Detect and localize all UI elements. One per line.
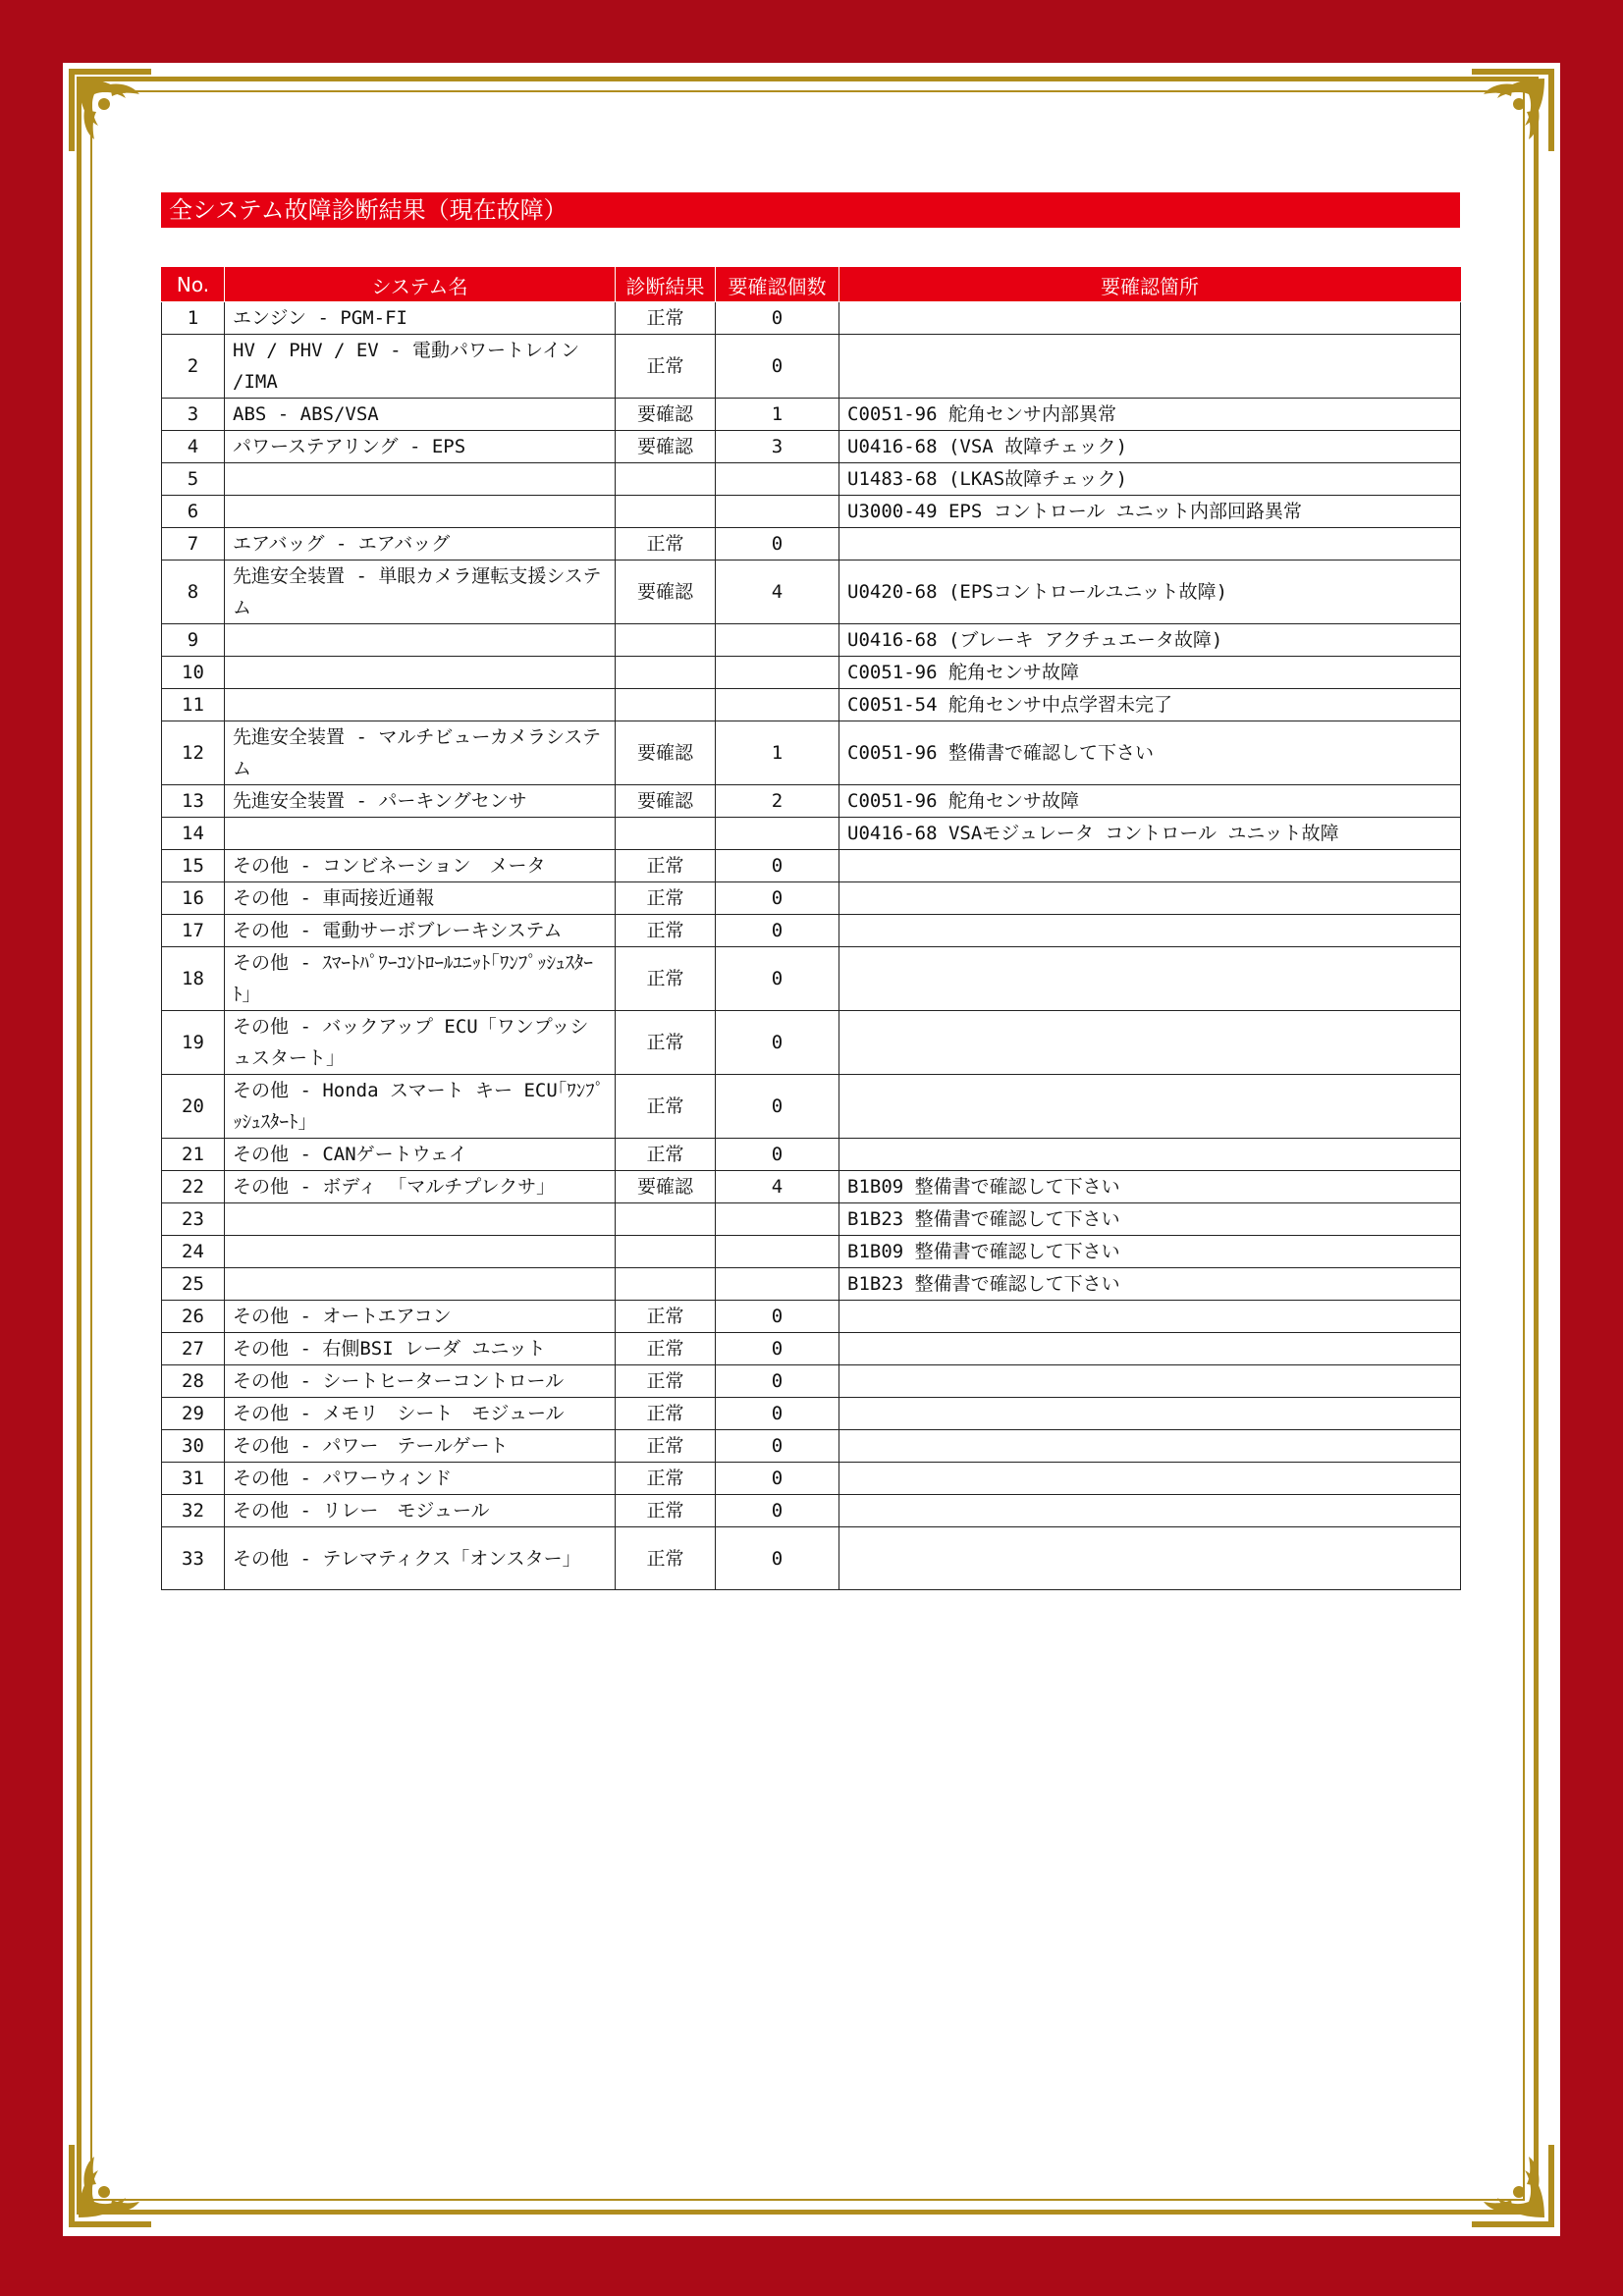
check-count-cell [716,463,839,496]
check-detail-cell: U0416-68 (ブレーキ アクチュエータ故障) [839,624,1461,657]
check-count-cell: 0 [716,335,839,399]
column-header-no: No. [162,268,225,302]
check-detail-cell: U0416-68 VSAモジュレータ コントロール ユニット故障 [839,818,1461,850]
table-row [162,818,1461,850]
diagnosis-result-cell [616,1203,716,1236]
row-number: 20 [162,1075,225,1139]
check-detail-cell [839,1495,1461,1527]
system-name-cell: その他 - メモリ シート モジュール [225,1398,616,1430]
system-name-cell: HV / PHV / EV - 電動パワートレイン /IMA [225,335,616,399]
diagnosis-result-cell: 正常 [616,1527,716,1590]
row-number: 26 [162,1301,225,1333]
row-number: 3 [162,399,225,431]
diagnosis-result-cell: 要確認 [616,561,716,624]
system-name-cell: その他 - リレー モジュール [225,1495,616,1527]
row-number: 6 [162,496,225,528]
diagnosis-result-cell [616,624,716,657]
diagnosis-result-cell: 正常 [616,1011,716,1075]
check-count-cell: 0 [716,1301,839,1333]
diagnosis-result-cell: 正常 [616,850,716,882]
diagnosis-result-cell [616,657,716,689]
check-count-cell: 0 [716,915,839,947]
check-detail-cell [839,1365,1461,1398]
system-name-cell [225,1268,616,1301]
check-detail-cell [839,1333,1461,1365]
row-number: 15 [162,850,225,882]
system-name-cell [225,818,616,850]
system-name-cell [225,463,616,496]
diagnosis-result-cell: 要確認 [616,431,716,463]
check-count-cell: 1 [716,721,839,785]
table-row [162,1203,1461,1236]
section-title: 全システム故障診断結果（現在故障） [161,192,1460,228]
check-detail-cell: B1B09 整備書で確認して下さい [839,1171,1461,1203]
check-count-cell [716,624,839,657]
check-detail-cell [839,1430,1461,1463]
table-row [162,1268,1461,1301]
column-header-count: 要確認個数 [716,268,839,302]
table-row [162,1171,1461,1203]
check-count-cell: 0 [716,1430,839,1463]
check-detail-cell: B1B23 整備書で確認して下さい [839,1203,1461,1236]
table-row [162,1011,1461,1075]
check-detail-cell [839,528,1461,561]
system-name-cell: その他 - 右側BSI レーダ ユニット [225,1333,616,1365]
row-number: 23 [162,1203,225,1236]
check-count-cell: 0 [716,1527,839,1590]
diagnosis-result-cell: 要確認 [616,721,716,785]
diagnosis-result-cell: 正常 [616,302,716,335]
check-count-cell: 0 [716,1365,839,1398]
check-count-cell: 1 [716,399,839,431]
diagnosis-result-cell: 要確認 [616,785,716,818]
row-number: 24 [162,1236,225,1268]
table-row [162,1365,1461,1398]
diagnosis-result-cell: 正常 [616,1430,716,1463]
system-name-cell: その他 - パワーウィンド [225,1463,616,1495]
check-detail-cell [839,1398,1461,1430]
table-row [162,882,1461,915]
check-detail-cell: C0051-96 舵角センサ故障 [839,785,1461,818]
system-name-cell: その他 - ｽﾏｰﾄﾊﾟﾜｰｺﾝﾄﾛｰﾙﾕﾆｯﾄ｢ﾜﾝﾌﾟｯｼｭｽﾀｰﾄ｣ [225,947,616,1011]
check-detail-cell [839,1301,1461,1333]
check-detail-cell [839,882,1461,915]
table-row [162,1139,1461,1171]
check-detail-cell [839,1463,1461,1495]
diagnosis-result-cell [616,496,716,528]
row-number: 29 [162,1398,225,1430]
check-count-cell: 2 [716,785,839,818]
row-number: 8 [162,561,225,624]
row-number: 1 [162,302,225,335]
check-count-cell: 0 [716,1333,839,1365]
row-number: 13 [162,785,225,818]
row-number: 18 [162,947,225,1011]
table-row [162,463,1461,496]
row-number: 17 [162,915,225,947]
diagnosis-result-cell [616,463,716,496]
check-count-cell [716,1236,839,1268]
table-row [162,1430,1461,1463]
row-number: 22 [162,1171,225,1203]
diagnosis-result-cell [616,1268,716,1301]
table-row [162,915,1461,947]
column-header-result: 診断結果 [616,268,716,302]
row-number: 10 [162,657,225,689]
row-number: 21 [162,1139,225,1171]
system-name-cell: 先進安全装置 - マルチビューカメラシステム [225,721,616,785]
check-detail-cell [839,1527,1461,1590]
table-row [162,431,1461,463]
table-row [162,1301,1461,1333]
row-number: 32 [162,1495,225,1527]
system-name-cell: その他 - コンビネーション メータ [225,850,616,882]
check-count-cell: 0 [716,1139,839,1171]
system-name-cell: エンジン - PGM-FI [225,302,616,335]
system-name-cell: その他 - パワー テールゲート [225,1430,616,1463]
check-count-cell [716,818,839,850]
check-detail-cell: U0420-68 (EPSコントロールユニット故障) [839,561,1461,624]
system-name-cell: 先進安全装置 - パーキングセンサ [225,785,616,818]
row-number: 12 [162,721,225,785]
system-name-cell: その他 - バックアップ ECU「ワンプッシュスタート」 [225,1011,616,1075]
system-name-cell [225,496,616,528]
table-row [162,528,1461,561]
table-row [162,302,1461,335]
check-count-cell: 3 [716,431,839,463]
corner-ornament-icon [65,65,155,155]
table-row [162,624,1461,657]
table-row [162,1398,1461,1430]
diagnosis-result-cell: 正常 [616,882,716,915]
table-row [162,496,1461,528]
system-name-cell: その他 - シートヒーターコントロール [225,1365,616,1398]
check-count-cell [716,689,839,721]
check-count-cell: 0 [716,1495,839,1527]
diagnosis-result-cell: 正常 [616,1301,716,1333]
diagnosis-result-cell: 正常 [616,1333,716,1365]
table-row [162,399,1461,431]
system-name-cell: パワーステアリング - EPS [225,431,616,463]
check-detail-cell [839,850,1461,882]
diagnosis-result-cell: 正常 [616,528,716,561]
row-number: 19 [162,1011,225,1075]
row-number: 11 [162,689,225,721]
check-detail-cell [839,1011,1461,1075]
check-count-cell: 0 [716,1011,839,1075]
system-name-cell: ABS - ABS/VSA [225,399,616,431]
table-row [162,1236,1461,1268]
table-row [162,1527,1461,1590]
system-name-cell: 先進安全装置 - 単眼カメラ運転支援システム [225,561,616,624]
table-row [162,1075,1461,1139]
diagnosis-result-cell [616,818,716,850]
diagnosis-result-cell [616,689,716,721]
check-detail-cell: U3000-49 EPS コントロール ユニット内部回路異常 [839,496,1461,528]
corner-ornament-icon [65,2141,155,2231]
check-detail-cell: U0416-68 (VSA 故障チェック) [839,431,1461,463]
check-count-cell: 0 [716,947,839,1011]
check-count-cell: 4 [716,1171,839,1203]
table-row [162,721,1461,785]
system-name-cell [225,624,616,657]
diagnosis-result-cell: 正常 [616,915,716,947]
table-row [162,947,1461,1011]
system-name-cell: その他 - テレマティクス「オンスター」 [225,1527,616,1590]
table-row [162,1333,1461,1365]
check-count-cell [716,496,839,528]
system-name-cell: その他 - CANゲートウェイ [225,1139,616,1171]
check-count-cell: 4 [716,561,839,624]
row-number: 27 [162,1333,225,1365]
check-count-cell [716,1203,839,1236]
diagnosis-result-cell: 正常 [616,1463,716,1495]
check-detail-cell [839,302,1461,335]
diagnosis-result-cell: 正常 [616,1075,716,1139]
diagnosis-result-cell: 要確認 [616,399,716,431]
system-name-cell: エアバッグ - エアバッグ [225,528,616,561]
check-detail-cell: C0051-96 舵角センサ内部異常 [839,399,1461,431]
table-row [162,1463,1461,1495]
diagnosis-table [161,267,1461,1590]
row-number: 31 [162,1463,225,1495]
diagnosis-result-cell: 正常 [616,1398,716,1430]
table-row [162,689,1461,721]
diagnosis-result-cell: 正常 [616,947,716,1011]
check-count-cell: 0 [716,528,839,561]
row-number: 25 [162,1268,225,1301]
check-detail-cell [839,335,1461,399]
table-row [162,561,1461,624]
check-count-cell: 0 [716,882,839,915]
system-name-cell: その他 - ボディ 「マルチプレクサ」 [225,1171,616,1203]
check-count-cell: 0 [716,1075,839,1139]
check-detail-cell [839,1075,1461,1139]
table-header-row [162,268,1461,302]
row-number: 16 [162,882,225,915]
column-header-system: システム名 [225,268,616,302]
diagnosis-result-cell: 正常 [616,335,716,399]
row-number: 14 [162,818,225,850]
check-count-cell [716,657,839,689]
row-number: 28 [162,1365,225,1398]
system-name-cell: その他 - 車両接近通報 [225,882,616,915]
row-number: 5 [162,463,225,496]
corner-ornament-icon [1468,2141,1558,2231]
diagnosis-result-cell: 正常 [616,1365,716,1398]
check-detail-cell: B1B23 整備書で確認して下さい [839,1268,1461,1301]
check-count-cell: 0 [716,1398,839,1430]
system-name-cell [225,1236,616,1268]
table-row [162,785,1461,818]
table-row [162,850,1461,882]
diagnosis-result-cell: 正常 [616,1139,716,1171]
check-detail-cell: C0051-54 舵角センサ中点学習未完了 [839,689,1461,721]
diagnosis-result-cell: 要確認 [616,1171,716,1203]
diagnosis-result-cell [616,1236,716,1268]
check-detail-cell: B1B09 整備書で確認して下さい [839,1236,1461,1268]
check-count-cell: 0 [716,850,839,882]
check-detail-cell [839,1139,1461,1171]
check-detail-cell: U1483-68 (LKAS故障チェック) [839,463,1461,496]
system-name-cell [225,657,616,689]
system-name-cell: その他 - オートエアコン [225,1301,616,1333]
check-detail-cell: C0051-96 整備書で確認して下さい [839,721,1461,785]
row-number: 7 [162,528,225,561]
check-detail-cell: C0051-96 舵角センサ故障 [839,657,1461,689]
table-row [162,335,1461,399]
check-count-cell: 0 [716,1463,839,1495]
check-detail-cell [839,947,1461,1011]
column-header-detail: 要確認箇所 [839,268,1461,302]
diagnosis-result-cell: 正常 [616,1495,716,1527]
check-count-cell [716,1268,839,1301]
check-count-cell: 0 [716,302,839,335]
system-name-cell: その他 - Honda スマート キー ECU｢ﾜﾝﾌﾟｯｼｭｽﾀｰﾄ｣ [225,1075,616,1139]
check-detail-cell [839,915,1461,947]
table-row [162,657,1461,689]
row-number: 33 [162,1527,225,1590]
system-name-cell [225,1203,616,1236]
corner-ornament-icon [1468,65,1558,155]
row-number: 30 [162,1430,225,1463]
system-name-cell [225,689,616,721]
table-row [162,1495,1461,1527]
row-number: 9 [162,624,225,657]
row-number: 4 [162,431,225,463]
row-number: 2 [162,335,225,399]
system-name-cell: その他 - 電動サーボブレーキシステム [225,915,616,947]
